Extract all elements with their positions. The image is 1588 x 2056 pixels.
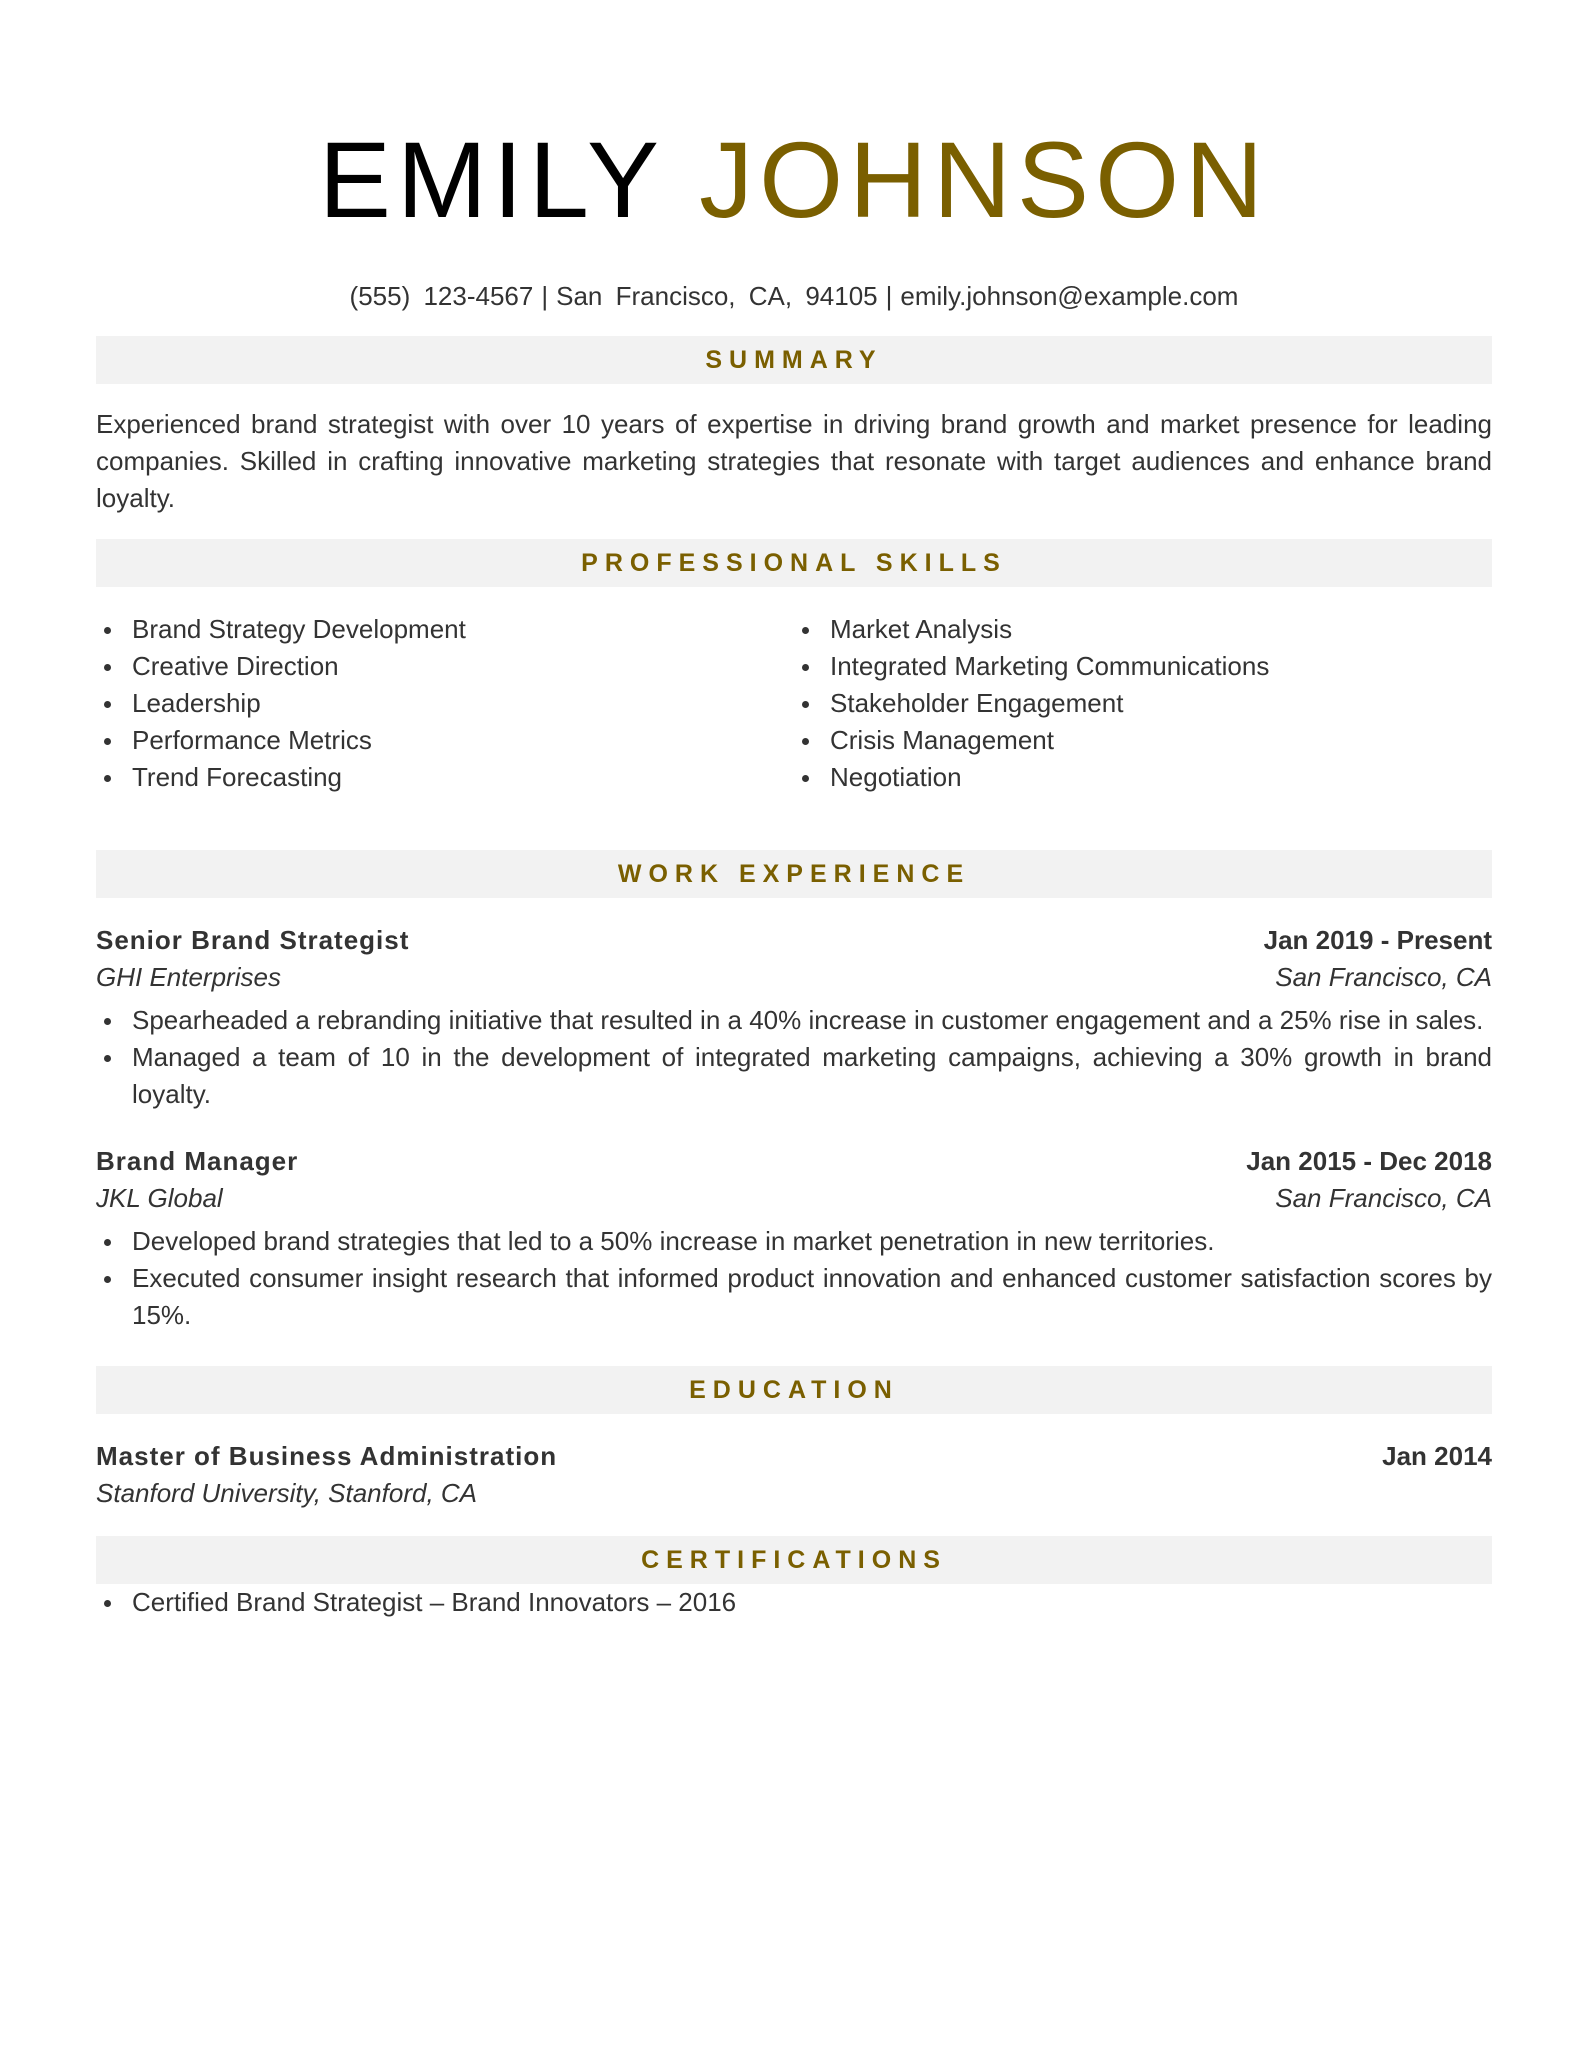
skill-item: Leadership	[96, 685, 794, 722]
education-degree-row	[96, 1438, 1492, 1475]
skill-item: Stakeholder Engagement	[794, 685, 1492, 722]
job-title: Senior Brand Strategist	[96, 925, 410, 955]
job-bullet: Spearheaded a rebranding initiative that resulted in a 40% increase in customer engagement and a 25% rise in sales.	[96, 1002, 1492, 1039]
school: Stanford University, Stanford, CA	[96, 1478, 478, 1508]
skills-heading: PROFESSIONAL SKILLS	[96, 539, 1492, 587]
job-title-row	[96, 922, 1492, 959]
job-location: San Francisco, CA	[1275, 962, 1492, 992]
skill-item: Performance Metrics	[96, 722, 794, 759]
skills-list	[96, 611, 1492, 796]
skill-item: Market Analysis	[794, 611, 1492, 648]
education-heading: EDUCATION	[96, 1366, 1492, 1414]
skill-item: Creative Direction	[96, 648, 794, 685]
job-bullet: Developed brand strategies that led to a 50% increase in market penetration in new territories.	[96, 1223, 1492, 1260]
certifications-list	[96, 1584, 1492, 1621]
education-entry	[96, 1438, 1492, 1512]
separator: |	[541, 281, 549, 311]
first-name: EMILY	[318, 119, 664, 240]
job-dates: Jan 2019 - Present	[1263, 925, 1492, 955]
job-title: Brand Manager	[96, 1146, 299, 1176]
job-dates: Jan 2015 - Dec 2018	[1246, 1146, 1492, 1176]
job-title-row	[96, 1143, 1492, 1180]
email[interactable]: emily.johnson@example.com	[900, 281, 1239, 311]
summary-heading: SUMMARY	[96, 336, 1492, 384]
separator: |	[885, 281, 893, 311]
education-school-row	[96, 1475, 1492, 1512]
job-entry	[96, 922, 1492, 1113]
skill-item: Negotiation	[794, 759, 1492, 796]
job-bullet: Executed consumer insight research that informed product innovation and enhanced customer satisfaction scores by 15%.	[96, 1260, 1492, 1334]
last-name: JOHNSON	[699, 119, 1270, 240]
candidate-name	[96, 0, 1492, 240]
skill-item: Brand Strategy Development	[96, 611, 794, 648]
graduation-date: Jan 2014	[1382, 1441, 1492, 1471]
experience-heading: WORK EXPERIENCE	[96, 850, 1492, 898]
certification-item: Certified Brand Strategist – Brand Innovators – 2016	[96, 1584, 1492, 1621]
skill-item: Trend Forecasting	[96, 759, 794, 796]
job-bullets	[96, 1223, 1492, 1334]
skill-item: Integrated Marketing Communications	[794, 648, 1492, 685]
skills-right-column	[794, 611, 1492, 796]
job-entry	[96, 1143, 1492, 1334]
job-company: JKL Global	[96, 1183, 223, 1213]
skills-left-column	[96, 611, 794, 796]
job-location: San Francisco, CA	[1275, 1183, 1492, 1213]
address: San Francisco, CA, 94105	[556, 281, 878, 311]
phone: (555) 123-4567	[349, 281, 534, 311]
summary-text: Experienced brand strategist with over 10 years of expertise in driving brand growth and market presence for leading companies. Skilled in crafting innovative marketing strategies that resonate with target audiences and enhance brand loyalty.	[96, 409, 1492, 513]
job-company-row	[96, 1180, 1492, 1217]
job-bullet: Managed a team of 10 in the development of integrated marketing campaigns, achieving a 30% growth in brand loyalty.	[96, 1039, 1492, 1113]
job-company: GHI Enterprises	[96, 962, 281, 992]
job-company-row	[96, 959, 1492, 996]
contact-line	[96, 278, 1492, 314]
job-bullets	[96, 1002, 1492, 1113]
certifications-heading: CERTIFICATIONS	[96, 1536, 1492, 1584]
skill-item: Crisis Management	[794, 722, 1492, 759]
degree: Master of Business Administration	[96, 1441, 558, 1471]
